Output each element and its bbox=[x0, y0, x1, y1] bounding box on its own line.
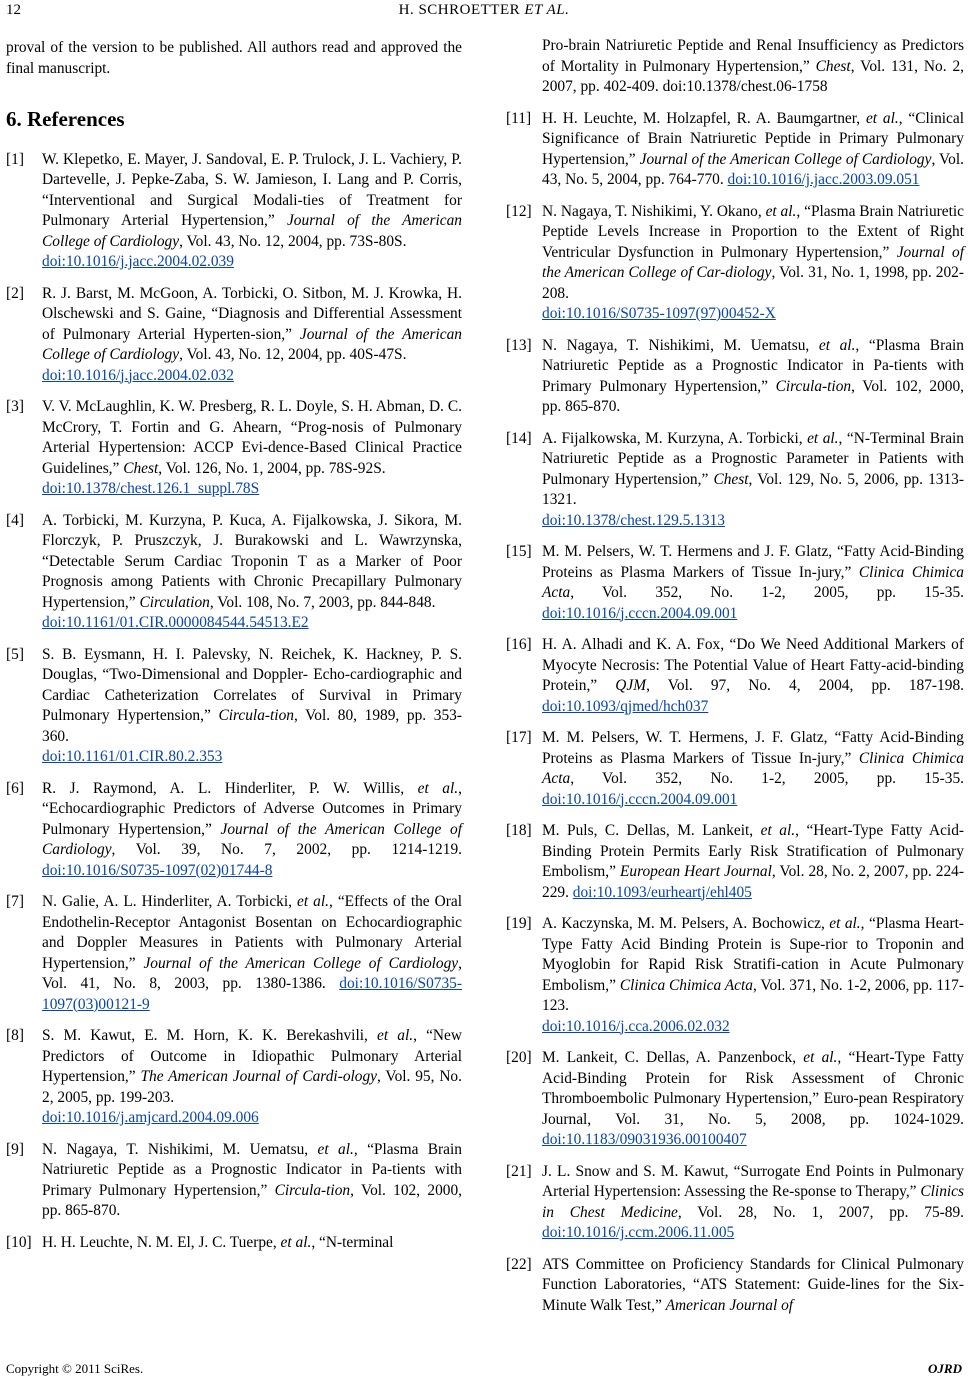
reference-text-cont: , “Heart-Type Fatty Acid-Binding Protein Permits Early Risk Stratification of Pulmonary Embolism,” bbox=[542, 822, 965, 880]
et-al: et al. bbox=[417, 779, 459, 797]
reference-journal: Circulation bbox=[139, 593, 210, 611]
reference-item bbox=[506, 821, 964, 903]
reference-details: , Vol. 371, No. 1-2, 2006, pp. 117-123. bbox=[542, 976, 964, 1014]
doi-link[interactable]: doi:10.1016/j.jacc.2003.09.051 bbox=[727, 171, 920, 188]
reference-number: [12] bbox=[506, 202, 532, 220]
reference-item bbox=[6, 892, 462, 1015]
reference-text-cont: , “Clinical Significance of Brain Natriuretic Peptide in Primary Pulmonary Hypertension,” bbox=[542, 109, 964, 168]
doi-link[interactable]: doi:10.1016/S0735-1097(03)00121-9 bbox=[42, 975, 462, 1013]
reference-item bbox=[6, 645, 462, 768]
reference-number: [6] bbox=[6, 779, 24, 797]
doi-link[interactable]: doi:10.1378/chest.126.1_suppl.78S bbox=[42, 480, 260, 497]
reference-text: W. Klepetko, E. Mayer, J. Sandoval, E. P. Trulock, J. L. Vachiery, P. Dartevelle, J. Pepke-Zaba, S. W. Jamieson, I. Lang and P. Corris, “Interventional and Surgical Modali-ties of Treatment for Pulmonary Arterial Hypertension,” bbox=[42, 150, 462, 229]
doi-link[interactable]: doi:10.1161/01.CIR.0000084544.54513.E2 bbox=[42, 614, 309, 631]
reference-item bbox=[6, 1233, 462, 1254]
reference-journal: Clinica Chimica Acta bbox=[542, 749, 964, 787]
reference-text-cont: , “Plasma Brain Natriuretic Peptide Levels Increase in Proportion to the Extent of Right Ventricular Dysfunction in Pulmonary Hypertension,” bbox=[542, 202, 964, 261]
reference-item bbox=[6, 284, 462, 387]
doi-link[interactable]: doi:10.1016/j.cccn.2004.09.001 bbox=[542, 790, 738, 808]
reference-item bbox=[506, 429, 964, 532]
reference-journal: Journal of the American College of Car-diology bbox=[542, 243, 964, 281]
reference-number: [18] bbox=[506, 822, 532, 839]
left-column bbox=[6, 38, 462, 1264]
reference-number: [3] bbox=[6, 398, 24, 415]
et-al: et al. bbox=[760, 822, 796, 839]
doi-link[interactable]: doi:10.1378/chest.06-1758 bbox=[662, 78, 828, 95]
reference-text: ATS Committee on Proficiency Standards for Clinical Pulmonary Function Laboratories, “ATS Statement: Guide-lines for the Six-Minute Walk Test,” bbox=[542, 1255, 964, 1314]
reference-number: [9] bbox=[6, 1140, 24, 1158]
et-al: et al. bbox=[807, 429, 839, 447]
reference-text-cont: , “N-terminal bbox=[311, 1233, 394, 1251]
et-al: et al. bbox=[829, 915, 861, 932]
et-al: et al. bbox=[865, 109, 899, 127]
reference-details: , Vol. 352, No. 1-2, 2005, pp. 15-35. bbox=[570, 584, 964, 601]
doi-link[interactable]: doi:10.1016/j.jacc.2004.02.032 bbox=[42, 366, 234, 384]
reference-item bbox=[506, 1162, 964, 1244]
reference-details: , Vol. 28, No. 1, 2007, pp. 75-89. bbox=[677, 1203, 964, 1221]
reference-journal: Clinica Chimica Acta bbox=[619, 976, 753, 994]
reference-details: , Vol. 126, No. 1, 2004, pp. 78S-92S. bbox=[158, 459, 386, 477]
reference-item bbox=[6, 511, 462, 634]
reference-text: Pro-brain Natriuretic Peptide and Renal Insufficiency as Predictors of Mortality in Pulmonary Hypertension,” bbox=[542, 37, 964, 75]
running-header bbox=[0, 2, 968, 19]
reference-details: , Vol. 352, No. 1-2, 2005, pp. 15-35. bbox=[570, 770, 964, 787]
reference-details: , Vol. 108, No. 7, 2003, pp. 844-848. bbox=[209, 593, 436, 611]
reference-text: N. Nagaya, T. Nishikimi, Y. Okano, bbox=[542, 202, 766, 220]
reference-journal: Chest bbox=[123, 459, 159, 477]
reference-number: [17] bbox=[506, 729, 532, 746]
reference-details: , Vol. 131, No. 2, 2007, pp. 402-409. bbox=[542, 57, 965, 95]
reference-details: , Vol. 102, 2000, pp. 865-870. bbox=[542, 377, 964, 415]
reference-number: [13] bbox=[506, 336, 532, 354]
reference-text: H. H. Leuchte, N. M. El, J. C. Tuerpe, bbox=[42, 1233, 281, 1251]
reference-text-cont: , “Plasma Brain Natriuretic Peptide as a Prognostic Indicator in Pa-tients with Primary Pulmonary Hypertension,” bbox=[542, 336, 964, 395]
reference-number: [19] bbox=[506, 915, 532, 932]
reference-text-cont: , “Effects of the Oral Endothelin-Receptor Antagonist Bosentan on Echocardiographic and Doppler Measures in Patients with Pulmonary Arterial Hypertension,” bbox=[42, 893, 463, 972]
doi-link[interactable]: doi:10.1016/j.cccn.2004.09.001 bbox=[542, 604, 738, 622]
reference-journal: Chest bbox=[815, 57, 851, 75]
doi-link[interactable]: doi:10.1016/j.jacc.2004.02.039 bbox=[42, 253, 234, 270]
reference-details: , Vol. 102, 2000, pp. 865-870. bbox=[42, 1181, 462, 1219]
reference-item bbox=[506, 336, 964, 418]
reference-journal: Circula-tion bbox=[218, 707, 294, 724]
doi-link[interactable]: doi:10.1016/S0735-1097(97)00452-X bbox=[542, 305, 776, 322]
reference-item bbox=[506, 1048, 964, 1151]
reference-number: [15] bbox=[506, 543, 532, 560]
reference-text: N. Nagaya, T. Nishikimi, M. Uematsu, bbox=[42, 1140, 318, 1158]
reference-journal: American Journal of bbox=[665, 1296, 794, 1314]
reference-details: , Vol. 43, No. 12, 2004, pp. 40S-47S. bbox=[179, 346, 407, 363]
reference-item bbox=[506, 542, 964, 624]
reference-item bbox=[506, 914, 964, 1037]
reference-text: H. H. Leuchte, M. Holzapfel, R. A. Baumgartner, bbox=[542, 109, 866, 127]
reference-journal: The American Journal of Cardi-ology bbox=[140, 1068, 378, 1085]
reference-text-cont: , “Heart-Type Fatty Acid-Binding Protein for Risk Assessment of Chronic Thromboembolic Pulmonary Hypertension,” Euro-pean Respiratory Journal, Vol. 31, No. 5, 2008, pp. 1024-1029. bbox=[542, 1049, 964, 1128]
running-title-etal: ET AL. bbox=[524, 2, 570, 18]
reference-text: A. Fijalkowska, M. Kurzyna, A. Torbicki, bbox=[542, 429, 808, 447]
doi-link[interactable]: doi:10.1093/qjmed/hch037 bbox=[542, 697, 709, 715]
et-al: et al. bbox=[765, 202, 797, 220]
reference-journal: Journal of the American College of Cardiology bbox=[42, 820, 462, 858]
reference-number: [10] bbox=[6, 1233, 32, 1251]
reference-journal: Circula-tion bbox=[775, 377, 852, 395]
doi-link[interactable]: doi:10.1093/eurheartj/ehl405 bbox=[572, 883, 752, 901]
reference-text-cont: , “Plasma Heart-Type Fatty Acid Binding Protein is Supe-rior to Troponin and Myoglobin for Rapid Risk Stratifi-cation in Acute Pulmonary Embolism,” bbox=[542, 915, 964, 994]
reference-item bbox=[506, 635, 964, 717]
reference-journal: Clinica Chimica Acta bbox=[542, 563, 964, 601]
reference-number: [5] bbox=[6, 645, 24, 663]
doi-link[interactable]: doi:10.1016/j.ccm.2006.11.005 bbox=[542, 1224, 735, 1241]
reference-number: [20] bbox=[506, 1049, 532, 1066]
reference-text: S. B. Eysmann, H. I. Palevsky, N. Reichek, K. Hackney, P. S. Douglas, “Two-Dimensional and Doppler- Echo-cardiographic and Cardiac Catheterization Correlates of Survival in Primary Pulmonary Hypertension,” bbox=[42, 645, 462, 724]
page-number: 12 bbox=[6, 2, 21, 18]
journal-abbreviation: OJRD bbox=[928, 1361, 962, 1376]
reference-text: N. Nagaya, T. Nishikimi, M. Uematsu, bbox=[542, 336, 819, 354]
reference-number: [16] bbox=[506, 636, 532, 653]
reference-text: M. Lankeit, C. Dellas, A. Panzenbock, bbox=[542, 1049, 804, 1066]
reference-number: [7] bbox=[6, 893, 24, 910]
reference-number: [2] bbox=[6, 284, 24, 302]
reference-journal: Journal of the American College of Cardiology bbox=[143, 954, 459, 972]
reference-text: M. M. Pelsers, W. T. Hermens, J. F. Glatz, “Fatty Acid-Binding Proteins as Plasma Markers of Tissue In-jury,” bbox=[542, 729, 964, 767]
reference-text-cont: , “Echocardiographic Predictors of Adverse Outcomes in Primary Pulmonary Hypertension,” bbox=[42, 779, 462, 838]
reference-text: N. Galie, A. L. Hinderliter, A. Torbicki, bbox=[42, 893, 298, 910]
reference-item bbox=[506, 1255, 964, 1317]
reference-number: [4] bbox=[6, 511, 24, 529]
reference-details: , Vol. 43, No. 12, 2004, pp. 73S-80S. bbox=[179, 232, 407, 250]
reference-journal: Journal of the American College of Cardiology bbox=[42, 212, 462, 250]
reference-journal: European Heart Journal bbox=[619, 863, 772, 880]
reference-text: H. A. Alhadi and K. A. Fox, “Do We Need Additional Markers of Myocyte Necrosis: The Potential Value of Heart Fatty-acid-binding Protein,” bbox=[542, 636, 964, 694]
reference-continuation bbox=[506, 36, 964, 98]
reference-item bbox=[6, 150, 462, 273]
reference-text: M. M. Pelsers, W. T. Hermens and J. F. Glatz, “Fatty Acid-Binding Proteins as Plasma Markers of Tissue In-jury,” bbox=[542, 543, 964, 581]
reference-journal: Clinics in Chest Medicine bbox=[542, 1183, 964, 1221]
reference-number: [21] bbox=[506, 1162, 532, 1180]
reference-item bbox=[506, 728, 964, 810]
doi-link[interactable]: doi:10.1016/j.amjcard.2004.09.006 bbox=[42, 1109, 259, 1126]
section-heading: 6. References bbox=[6, 107, 125, 131]
reference-details: , Vol. 43, No. 5, 2004, pp. 764-770. bbox=[542, 150, 964, 188]
copyright-notice: Copyright © 2011 SciRes. bbox=[6, 1361, 144, 1376]
reference-journal: Journal of the American College of Cardiology bbox=[639, 150, 932, 168]
reference-text: R. J. Raymond, A. L. Hinderliter, P. W. Willis, bbox=[42, 779, 418, 797]
reference-item bbox=[6, 1026, 462, 1129]
reference-item bbox=[6, 779, 462, 882]
reference-details: , Vol. 95, No. 2, 2005, pp. 199-203. bbox=[42, 1068, 462, 1106]
reference-number: [14] bbox=[506, 429, 532, 447]
doi-link[interactable]: doi:10.1378/chest.129.5.1313 bbox=[542, 511, 725, 529]
et-al: et al. bbox=[377, 1027, 414, 1044]
reference-details: , Vol. 80, 1989, pp. 353-360. bbox=[42, 707, 463, 745]
reference-text: V. V. McLaughlin, K. W. Presberg, R. L. Doyle, S. H. Abman, D. C. McCrory, T. Fortin and G. Ahearn, “Prog-nosis of Pulmonary Arterial Hypertension: ACCP Evi-dence-Based Clinical Practice Guidelines,” bbox=[42, 398, 462, 477]
reference-text-cont: , “N-Terminal Brain Natriuretic Peptide as a Prognostic Parameter in Patients with Pulmonary Hypertension,” bbox=[542, 429, 964, 488]
doi-link[interactable]: doi:10.1016/j.cca.2006.02.032 bbox=[542, 1017, 730, 1035]
reference-item bbox=[6, 397, 462, 500]
reference-text: M. Puls, C. Dellas, M. Lankeit, bbox=[542, 822, 761, 839]
reference-number: [11] bbox=[506, 109, 532, 127]
reference-journal: Journal of the American College of Cardiology bbox=[42, 325, 462, 363]
reference-details: , Vol. 28, No. 2, 2007, pp. 224-229. bbox=[542, 863, 965, 901]
reference-details: , Vol. 41, No. 8, 2003, pp. 1380-1386. bbox=[42, 954, 462, 992]
reference-number: [22] bbox=[506, 1255, 532, 1273]
doi-link[interactable]: doi:10.1161/01.CIR.80.2.353 bbox=[42, 748, 223, 765]
intro-paragraph: proval of the version to be published. All authors read and approved the final manuscript. bbox=[6, 39, 462, 77]
reference-details: , Vol. 97, No. 4, 2004, pp. 187-198. bbox=[646, 677, 964, 694]
reference-item bbox=[506, 202, 964, 325]
reference-text: J. L. Snow and S. M. Kawut, “Surrogate End Points in Pulmonary Arterial Hypertension: Assessing the Re-sponse to Therapy,” bbox=[542, 1162, 964, 1200]
reference-text-cont: , “Plasma Brain Natriuretic Peptide as a Prognostic Indicator in Pa-tients with Primary Pulmonary Hypertension,” bbox=[42, 1140, 462, 1199]
reference-journal: QJM bbox=[615, 677, 647, 694]
reference-text-cont: , “New Predictors of Outcome in Idiopathic Pulmonary Arterial Hypertension,” bbox=[42, 1027, 462, 1085]
running-title: H. SCHROETTER bbox=[398, 2, 521, 18]
et-al: et al. bbox=[297, 893, 329, 910]
reference-number: [8] bbox=[6, 1027, 24, 1044]
reference-details: , Vol. 129, No. 5, 2006, pp. 1313-1321. bbox=[542, 470, 965, 508]
doi-link[interactable]: doi:10.1183/09031936.00100407 bbox=[542, 1131, 747, 1148]
et-al: et al. bbox=[818, 336, 856, 354]
reference-item bbox=[506, 109, 964, 191]
et-al: et al. bbox=[317, 1140, 354, 1158]
reference-item bbox=[6, 1140, 462, 1222]
reference-journal: Circula-tion bbox=[274, 1181, 351, 1199]
reference-number: [1] bbox=[6, 150, 24, 168]
reference-text: R. J. Barst, M. McGoon, A. Torbicki, O. Sitbon, M. J. Krowka, H. Olschewski and S. Gaine, “Diagnosis and Differential Assessment of Pulmonary Arterial Hyperten-sion,” bbox=[42, 284, 462, 343]
et-al: et al. bbox=[280, 1233, 312, 1251]
right-column bbox=[506, 36, 964, 1327]
reference-details: , Vol. 31, No. 1, 1998, pp. 202-208. bbox=[542, 264, 964, 302]
doi-link[interactable]: doi:10.1016/S0735-1097(02)01744-8 bbox=[42, 861, 273, 879]
reference-text: A. Torbicki, M. Kurzyna, P. Kuca, A. Fijalkowska, J. Sikora, M. Florczyk, P. Pruszczyk, J. Burakowski and L. Wawrzynska, “Detectable Serum Cardiac Troponin T as a Marker of Poor Prognosis among Patients with Chronic Precapillary Pulmonary Hypertension,” bbox=[42, 511, 462, 611]
reference-journal: Chest bbox=[713, 470, 749, 488]
reference-text: A. Kaczynska, M. M. Pelsers, A. Bochowicz, bbox=[542, 915, 830, 932]
reference-text: S. M. Kawut, E. M. Horn, K. K. Berekashvili, bbox=[42, 1027, 378, 1044]
et-al: et al. bbox=[803, 1049, 838, 1066]
reference-details: , Vol. 39, No. 7, 2002, pp. 1214-1219. bbox=[111, 841, 462, 858]
